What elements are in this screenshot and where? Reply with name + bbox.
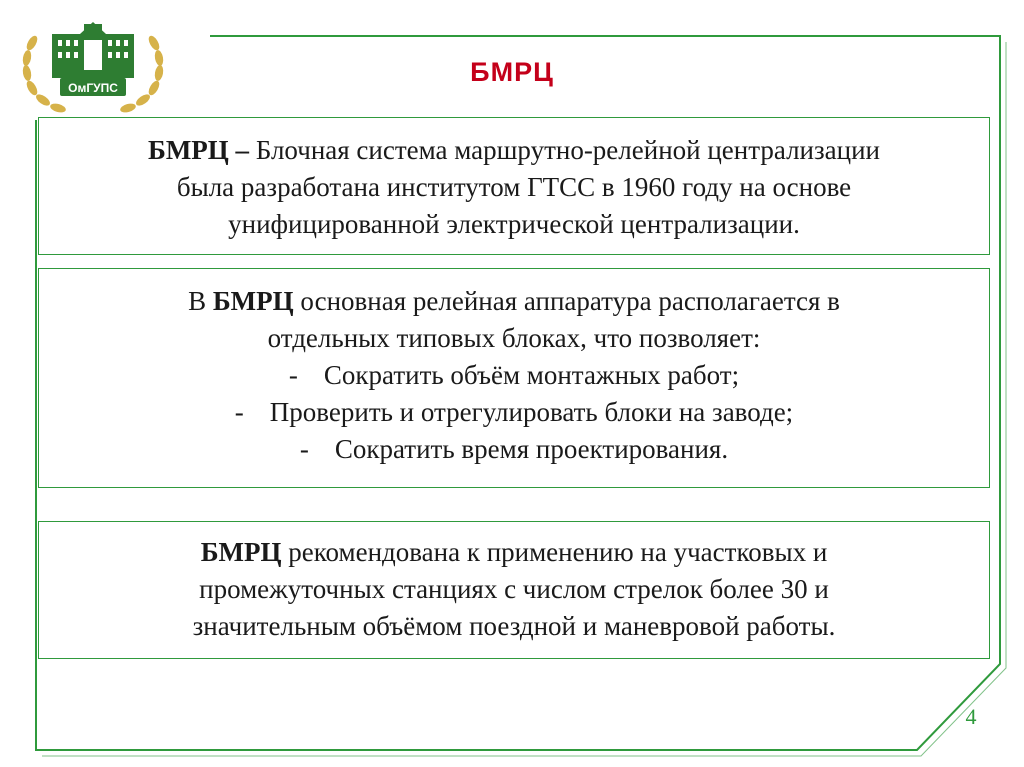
advantage-item-text: Сократить объём монтажных работ; bbox=[323, 360, 740, 390]
advantage-item-text: Проверить и отрегулировать блоки на заводе; bbox=[269, 397, 794, 427]
bullet-dash: - bbox=[234, 397, 244, 427]
advantages-term: БМРЦ bbox=[212, 286, 294, 316]
definition-line-1-text: Блочная система маршрутно-релейной централизации bbox=[249, 135, 881, 165]
advantage-item-text: Сократить время проектирования. bbox=[334, 434, 729, 464]
recommendation-term: БМРЦ bbox=[200, 537, 282, 567]
advantage-item bbox=[39, 394, 989, 431]
page-number: 4 bbox=[965, 704, 977, 729]
recommendation-line-2: промежуточных станциях с числом стрелок более 30 и bbox=[199, 574, 829, 604]
slide-title: БМРЦ bbox=[470, 57, 554, 87]
definition-line-1 bbox=[39, 132, 989, 169]
advantages-intro-prefix: В bbox=[188, 286, 213, 316]
bullet-dash: - bbox=[288, 360, 298, 390]
advantages-intro bbox=[39, 283, 989, 320]
advantages-intro-line-2: отдельных типовых блоках, что позволяет: bbox=[267, 323, 761, 353]
definition-box bbox=[38, 117, 990, 255]
definition-term: БМРЦ – bbox=[147, 135, 250, 165]
logo-text: ОмГУПС bbox=[68, 81, 118, 95]
recommendation-box bbox=[38, 521, 990, 659]
bullet-dash: - bbox=[299, 434, 309, 464]
definition-line-3: унифицированной электрической централизации. bbox=[228, 209, 800, 239]
recommendation-line-1 bbox=[39, 534, 989, 571]
recommendation-line-3: значительным объёмом поездной и маневровой работы. bbox=[192, 611, 836, 641]
advantage-item bbox=[39, 357, 989, 394]
recommendation-line-1-text: рекомендована к применению на участковых и bbox=[281, 537, 828, 567]
definition-line-2: была разработана институтом ГТСС в 1960 году на основе bbox=[176, 172, 852, 202]
advantages-intro-text: основная релейная аппаратура располагается в bbox=[293, 286, 840, 316]
advantages-box bbox=[38, 268, 990, 488]
advantage-item bbox=[39, 431, 989, 468]
